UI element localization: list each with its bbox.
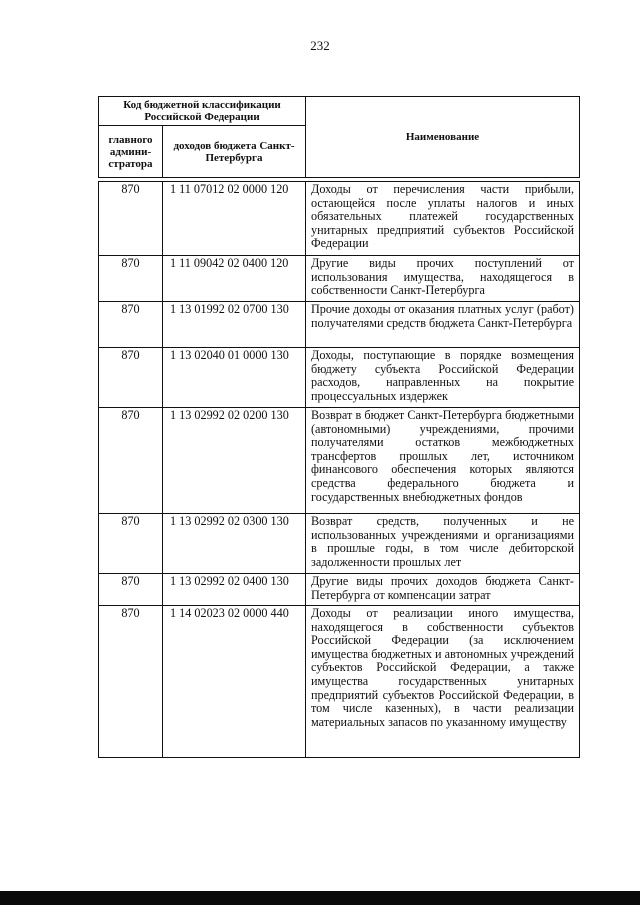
income-name: Доходы от перечисления части прибыли, остающейся после уплаты налогов и иных обязательных платежей государственных унитарных предприятий субъектов Российской Федерации [306,182,580,256]
header-classification-code: Код бюджетной классификации Российской Федерации [99,97,306,126]
table-row [99,182,580,256]
table-row [99,408,580,514]
admin-code: 870 [99,574,163,606]
table-row [99,348,580,408]
income-name: Доходы, поступающие в порядке возмещения бюджету субъекта Российской Федерации расходов, направленных на покрытие процессуальных издержек [306,348,580,408]
income-code: 1 13 02040 01 0000 130 [163,348,306,408]
admin-code: 870 [99,514,163,574]
income-name: Возврат средств, полученных и не использованных учреждениями и организациями в прошлые годы, в том числе дебиторской задолженности прошлых лет [306,514,580,574]
income-code: 1 13 02992 02 0200 130 [163,408,306,514]
income-code: 1 13 02992 02 0300 130 [163,514,306,574]
income-name: Возврат в бюджет Санкт-Петербурга бюджетными (автономными) учреждениями, прочими получателями остатков межбюджетных трансфертов прошлых лет, источником финансового обеспечения которых являются средства федерального бюджета и государственных внебюджетных фондов [306,408,580,514]
income-name: Доходы от реализации иного имущества, находящегося в собственности субъектов Российской Федерации (за исключением имущества бюджетных и автономных учреждений субъектов Российской Федерации, а также имущества государственных унитарных предприятий субъектов Российской Федерации, в том числе казенных), в части реализации материальных запасов по указанному имуществу [306,606,580,758]
table-row [99,514,580,574]
income-code: 1 14 02023 02 0000 440 [163,606,306,758]
table-row [99,256,580,302]
page-number: 232 [310,38,330,53]
table-row [99,302,580,348]
income-code: 1 13 01992 02 0700 130 [163,302,306,348]
admin-code: 870 [99,348,163,408]
admin-code: 870 [99,302,163,348]
income-code: 1 11 09042 02 0400 120 [163,256,306,302]
header-admin: главного админи-стратора [99,126,163,178]
admin-code: 870 [99,606,163,758]
admin-code: 870 [99,408,163,514]
scan-edge-bar [0,891,640,905]
header-income-code: доходов бюджета Санкт-Петербурга [163,126,306,178]
income-name: Прочие доходы от оказания платных услуг (работ) получателями средств бюджета Санкт-Петербурга [306,302,580,348]
income-code: 1 11 07012 02 0000 120 [163,182,306,256]
table-row [99,606,580,758]
admin-code: 870 [99,182,163,256]
admin-code: 870 [99,256,163,302]
table-row [99,574,580,606]
table-header [98,96,580,178]
income-table [98,181,580,758]
income-name: Другие виды прочих поступлений от использования имущества, находящегося в собственности Санкт-Петербурга [306,256,580,302]
income-name: Другие виды прочих доходов бюджета Санкт-Петербурга от компенсации затрат [306,574,580,606]
header-name: Наименование [306,97,580,178]
income-code: 1 13 02992 02 0400 130 [163,574,306,606]
